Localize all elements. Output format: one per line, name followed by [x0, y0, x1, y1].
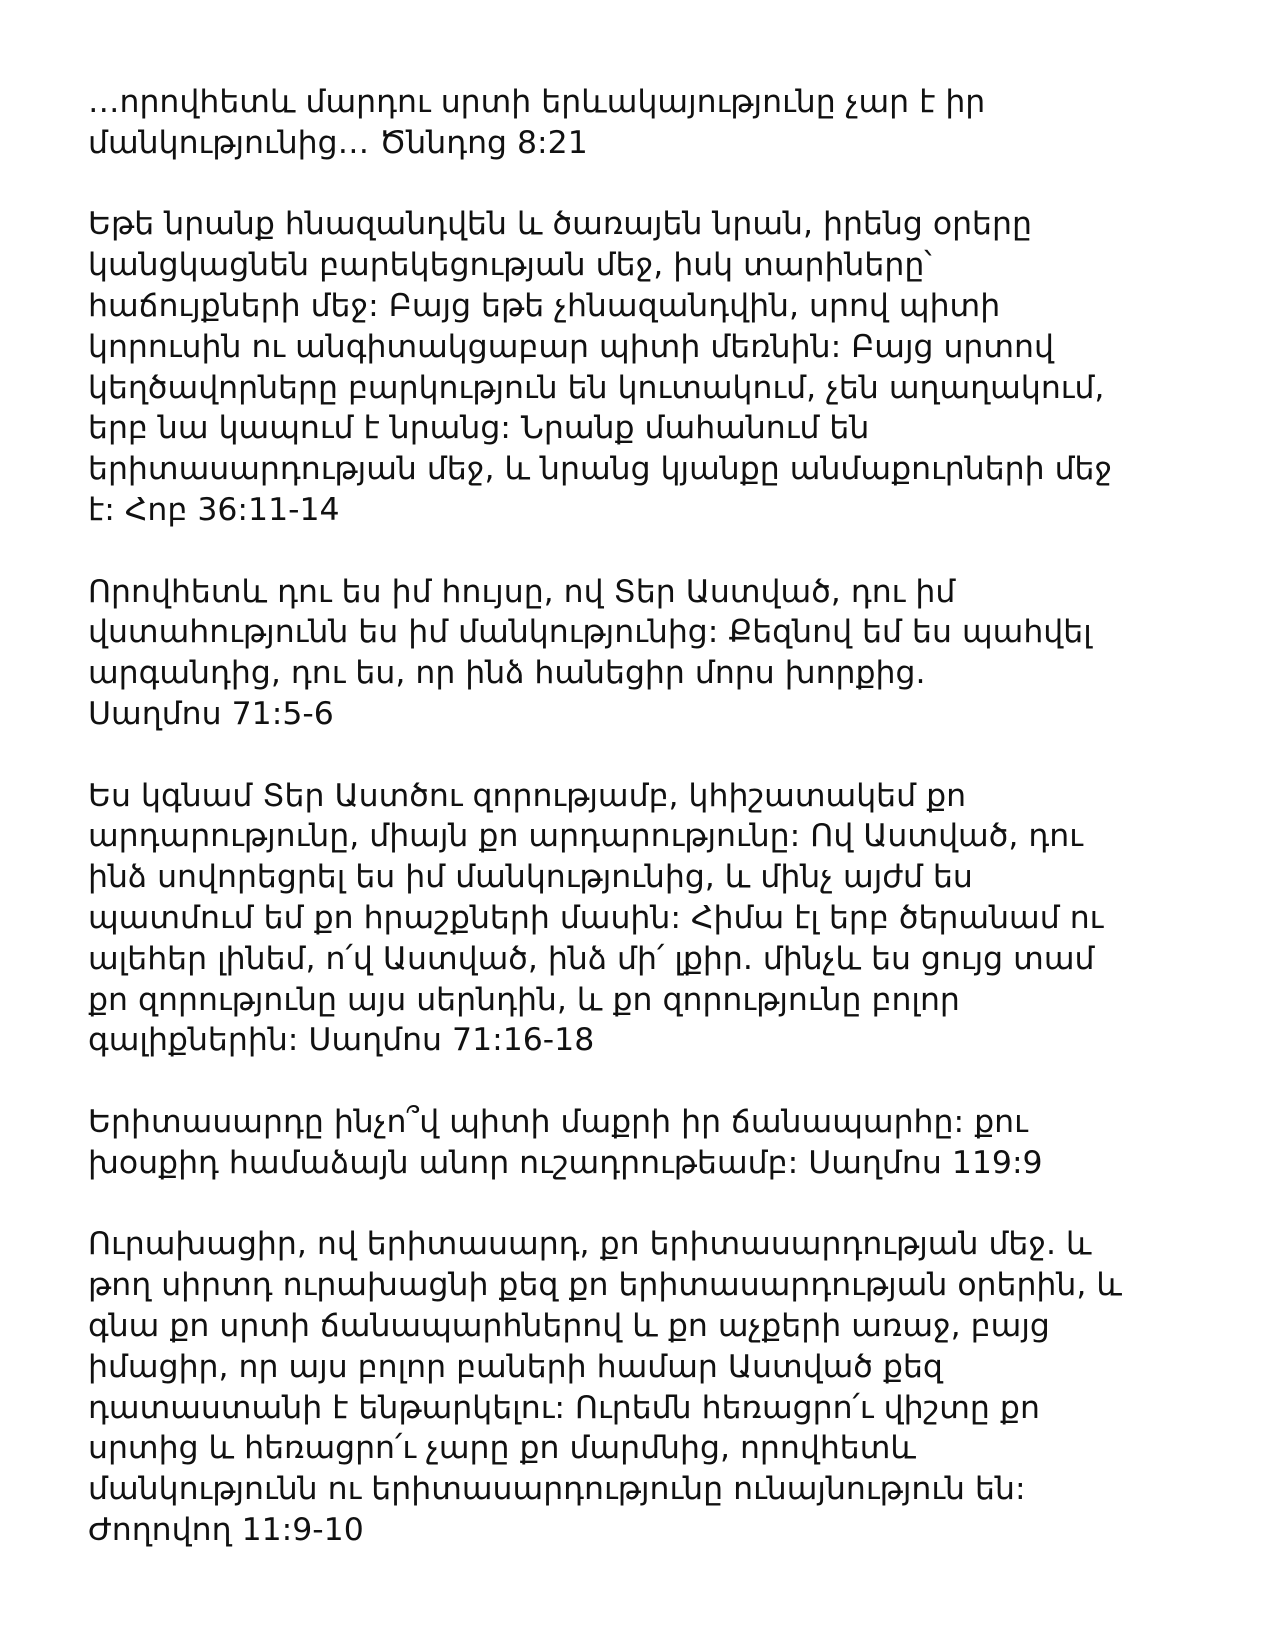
paragraph-psalm-71-16	[88, 776, 1208, 1062]
text-line: հաճույքների մեջ: Բայց եթե չհնազանդվին, սրով պիտի	[88, 287, 1001, 324]
text-line: քո զորությունը այս սերնդին, և քո զորությունը բոլոր	[88, 981, 960, 1018]
paragraph-psalm-119	[88, 1102, 1208, 1184]
text-line: մանկությունից… Ծննդոց 8:21	[88, 124, 588, 161]
text-line: գալիքներին: Սաղմոս 71:16-18	[88, 1022, 595, 1059]
text-line: արգանդից, դու ես, որ ինձ հանեցիր մորս խորքից.	[88, 655, 926, 692]
text-line: թող սիրտդ ուրախացնի քեզ քո երիտասարդության օրերին, և	[88, 1267, 1122, 1304]
text-line: կանցկացնեն բարեկեցության մեջ, իսկ տարիները՝	[88, 247, 932, 284]
text-line: խօսքիդ համաձայն անոր ուշադրութեամբ: Սաղմոս 119:9	[88, 1144, 1043, 1181]
text-line: երբ նա կապում է նրանց: Նրանք մահանում են	[88, 410, 870, 447]
text-line: Երիտասարդը ինչո՞վ պիտի մաքրի իր ճանապարհը: քու	[88, 1103, 1028, 1140]
text-line: Սաղմոս 71:5-6	[88, 695, 334, 732]
text-line: Ես կգնամ Տեր Աստծու զորությամբ, կհիշատակեմ քո	[88, 777, 967, 814]
paragraph-ecclesiastes	[88, 1224, 1208, 1550]
text-line: գնա քո սրտի ճանապարհներով և քո աչքերի առաջ, բայց	[88, 1307, 1050, 1344]
text-line: մանկությունն ու երիտասարդությունը ունայնություն են:	[88, 1471, 1026, 1508]
text-line: դատաստանի է ենթարկելու: Ուրեմն հեռացրո՛ւ վիշտը քո	[88, 1389, 1040, 1426]
document-text	[88, 82, 1208, 1591]
text-line: կեղծավորները բարկություն են կուտակում, չեն աղաղակում,	[88, 369, 1105, 406]
text-line: արդարությունը, միայն քո արդարությունը: Ով Աստված, դու	[88, 818, 1083, 855]
paragraph-psalm-71-5	[88, 572, 1208, 735]
text-line: Ժողովող 11:9-10	[88, 1511, 364, 1548]
text-line: իմացիր, որ այս բոլոր բաների համար Աստված քեզ	[88, 1348, 943, 1385]
text-line: Ուրախացիր, ով երիտասարդ, քո երիտասարդության մեջ. և	[88, 1226, 1092, 1263]
text-line: է: Հոբ 36:11-14	[88, 491, 340, 528]
text-line: սրտից և հեռացրո՛ւ չարը քո մարմնից, որովհետև	[88, 1430, 916, 1467]
text-line: երիտասարդության մեջ, և նրանց կյանքը անմաքուրների մեջ	[88, 451, 1113, 488]
text-line: վստահությունն ես իմ մանկությունից: Քեզնով եմ ես պահվել	[88, 614, 1092, 651]
text-line: ալեհեր լինեմ, ո՛վ Աստված, ինձ մի՛ լքիր. մինչև ես ցույց տամ	[88, 940, 1095, 977]
text-line: Որովհետև դու ես իմ հույսը, ով Տեր Աստված, դու իմ	[88, 573, 956, 610]
text-line: կորուսին ու անգիտակցաբար պիտի մեռնին: Բայց սրտով	[88, 328, 1054, 365]
text-line: …որովհետև մարդու սրտի երևակայությունը չար է իր	[88, 84, 986, 120]
text-line: պատմում եմ քո հրաշքների մասին: Հիմա էլ երբ ծերանամ ու	[88, 899, 1104, 936]
paragraph-job	[88, 204, 1208, 530]
text-line: Եթե նրանք հնազանդվեն և ծառայեն նրան, իրենց օրերը	[88, 206, 1032, 243]
text-line: ինձ սովորեցրել ես իմ մանկությունից, և մինչ այժմ ես	[88, 859, 973, 896]
paragraph-genesis	[88, 82, 1208, 164]
